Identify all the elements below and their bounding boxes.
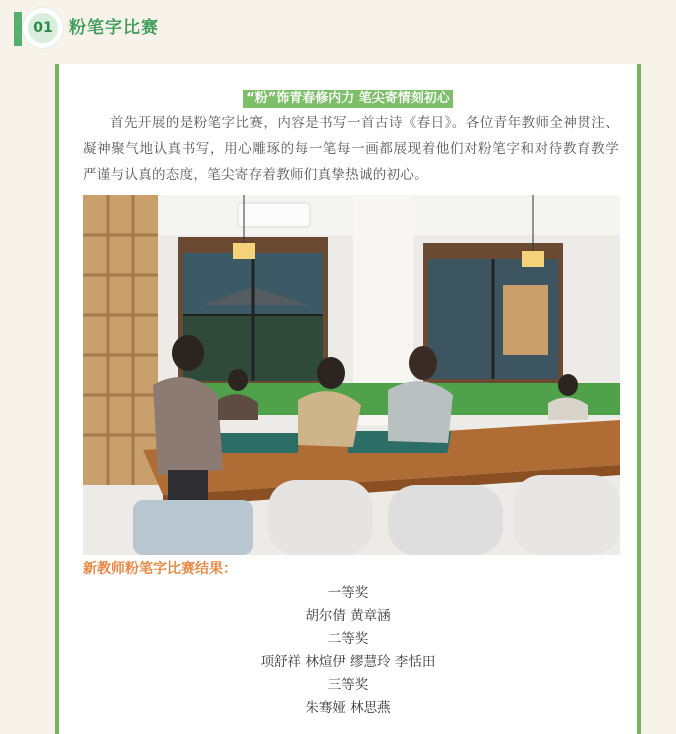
section-header: [14, 8, 314, 48]
award-winners-third: 朱骞娅 林思燕: [305, 700, 391, 716]
section-title: 粉笔字比赛: [69, 18, 159, 38]
section-number: 01: [28, 13, 58, 43]
article-subtitle-wrap: [59, 87, 637, 108]
contest-photo-illustration: [83, 195, 620, 555]
article-card: [55, 64, 641, 734]
article-paragraph: 首先开展的是粉笔字比赛，内容是书写一首古诗《春日》。各位青年教师全神贯注、凝神聚气地认真书写，用心雕琢的每一笔每一画都展现着他们对粉笔字和对待教育教学严谨与认真的态度，笔尖寄存着教师们真挚热诚的初心。: [83, 115, 619, 183]
article-subtitle: “粉”饰青春修内力 笔尖寄情刻初心: [243, 90, 453, 108]
contest-photo: [83, 195, 620, 555]
award-winners-second: 项舒祥 林煊伊 缪慧玲 李恬田: [260, 654, 436, 670]
award-winners-first: 胡尔倩 黄章涵: [305, 608, 391, 624]
award-level-third: 三等奖: [327, 677, 369, 693]
section-number-badge: [23, 8, 63, 48]
awards-list: [59, 582, 637, 720]
results-heading: 新教师粉笔字比赛结果：: [83, 561, 237, 577]
award-level-second: 二等奖: [327, 631, 369, 647]
award-level-first: 一等奖: [327, 585, 369, 601]
section-accent-bar: [14, 12, 22, 46]
